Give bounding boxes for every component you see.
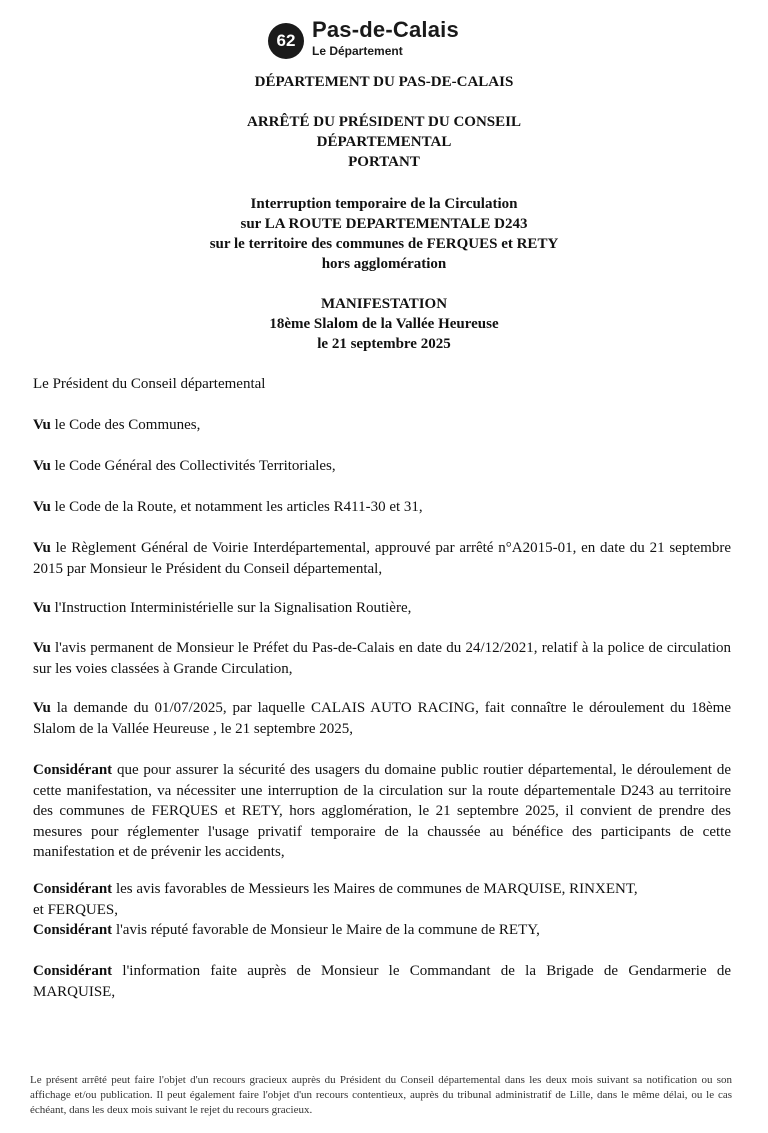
vu-keyword: Vu xyxy=(33,600,51,616)
vu-keyword: Vu xyxy=(33,499,51,515)
considerant-keyword: Considérant xyxy=(33,963,113,979)
vu-keyword: Vu xyxy=(33,540,51,556)
vu-text: le Code des Communes, xyxy=(50,417,201,433)
vu-text: le Code de la Route, et notamment les articles R411-30 et 31, xyxy=(50,499,423,515)
subject-line2: sur LA ROUTE DEPARTEMENTALE D243 xyxy=(240,216,528,232)
vu-keyword: Vu xyxy=(33,458,51,474)
vu-keyword: Vu xyxy=(33,417,51,433)
vu-paragraph xyxy=(33,638,731,679)
subject-line1: Interruption temporaire de la Circulation xyxy=(250,196,518,212)
vu-paragraph xyxy=(33,456,731,477)
vu-text: le Règlement Général de Voirie Interdépartemental, approuvé par arrêté n°A2015-01, en date du 21 septembre 2015 par Monsieur le Président du Conseil départemental, xyxy=(33,540,731,577)
vu-text: l'Instruction Interministérielle sur la Signalisation Routière, xyxy=(50,600,412,616)
vu-paragraph xyxy=(33,698,731,739)
considerant-keyword: Considérant xyxy=(33,881,113,897)
arrete-title-line3: PORTANT xyxy=(348,154,420,170)
logo-name: Pas-de-Calais xyxy=(312,17,459,42)
event-title: MANIFESTATION xyxy=(320,296,448,312)
logo-subtitle: Le Département xyxy=(312,44,403,58)
considerant-text: les avis favorables de Messieurs les Maires de communes de MARQUISE, RINXENT, xyxy=(112,881,638,897)
considerant-paragraph xyxy=(33,961,731,1002)
vu-paragraph xyxy=(33,598,731,619)
vu-paragraph xyxy=(33,415,731,436)
considerant-keyword: Considérant xyxy=(33,762,113,778)
intro-paragraph: Le Président du Conseil départemental xyxy=(33,376,266,392)
legal-footer-notice: Le présent arrêté peut faire l'objet d'un recours gracieux auprès du Président du Conseil départemental dans les deux mois suivant sa notification ou son affichage et/ou publication. Il peut également faire l'objet d'un recours contentieux, auprès du tribunal administratif de Lille, dans le même délai, ou le cas échéant, dans les deux mois suivant le rejet du recours gracieux. xyxy=(30,1074,732,1116)
considerant-text: l'information faite auprès de Monsieur le Commandant de la Brigade de Gendarmerie de MARQUISE, xyxy=(33,963,731,1000)
vu-text: l'avis permanent de Monsieur le Préfet du Pas-de-Calais en date du 24/12/2021, relatif à la police de circulation sur les voies classées à Grande Circulation, xyxy=(33,640,731,677)
event-name: 18ème Slalom de la Vallée Heureuse xyxy=(269,316,499,332)
department-heading: DÉPARTEMENT DU PAS-DE-CALAIS xyxy=(254,74,514,90)
vu-text: le Code Général des Collectivités Territoriales, xyxy=(50,458,336,474)
event-date: le 21 septembre 2025 xyxy=(317,336,451,352)
arrete-title-line2: DÉPARTEMENTAL xyxy=(316,134,452,150)
subject-line3: sur le territoire des communes de FERQUES et RETY xyxy=(209,236,559,252)
logo-badge: 62 xyxy=(268,23,304,59)
considerant-text-continued: et FERQUES, xyxy=(33,901,119,918)
considerant-text: l'avis réputé favorable de Monsieur le Maire de la commune de RETY, xyxy=(112,922,540,938)
subject-line4: hors agglomération xyxy=(321,256,447,272)
considerant-paragraph xyxy=(33,879,731,941)
considerant-paragraph xyxy=(33,760,731,863)
arrete-title-line1: ARRÊTÉ DU PRÉSIDENT DU CONSEIL xyxy=(247,114,521,130)
department-logo xyxy=(268,17,488,61)
vu-text: la demande du 01/07/2025, par laquelle CALAIS AUTO RACING, fait connaître le déroulement du 18ème Slalom de la Vallée Heureuse , le 21 septembre 2025, xyxy=(33,700,731,737)
vu-paragraph xyxy=(33,497,731,518)
considerant-text: que pour assurer la sécurité des usagers du domaine public routier départemental, le déroulement de cette manifestation, va nécessiter une interruption de la circulation sur la route départementale D243 au territoire des communes de FERQUES et RETY, hors agglomération, le 21 septembre 2025, il convient de prendre des mesures pour réglementer l'usage privatif temporaire de la chaussée au bénéfice des participants de cette manifestation et de prévenir les accidents, xyxy=(33,762,731,860)
considerant-keyword: Considérant xyxy=(33,922,113,938)
vu-paragraph xyxy=(33,538,731,579)
vu-keyword: Vu xyxy=(33,700,51,716)
vu-keyword: Vu xyxy=(33,640,51,656)
